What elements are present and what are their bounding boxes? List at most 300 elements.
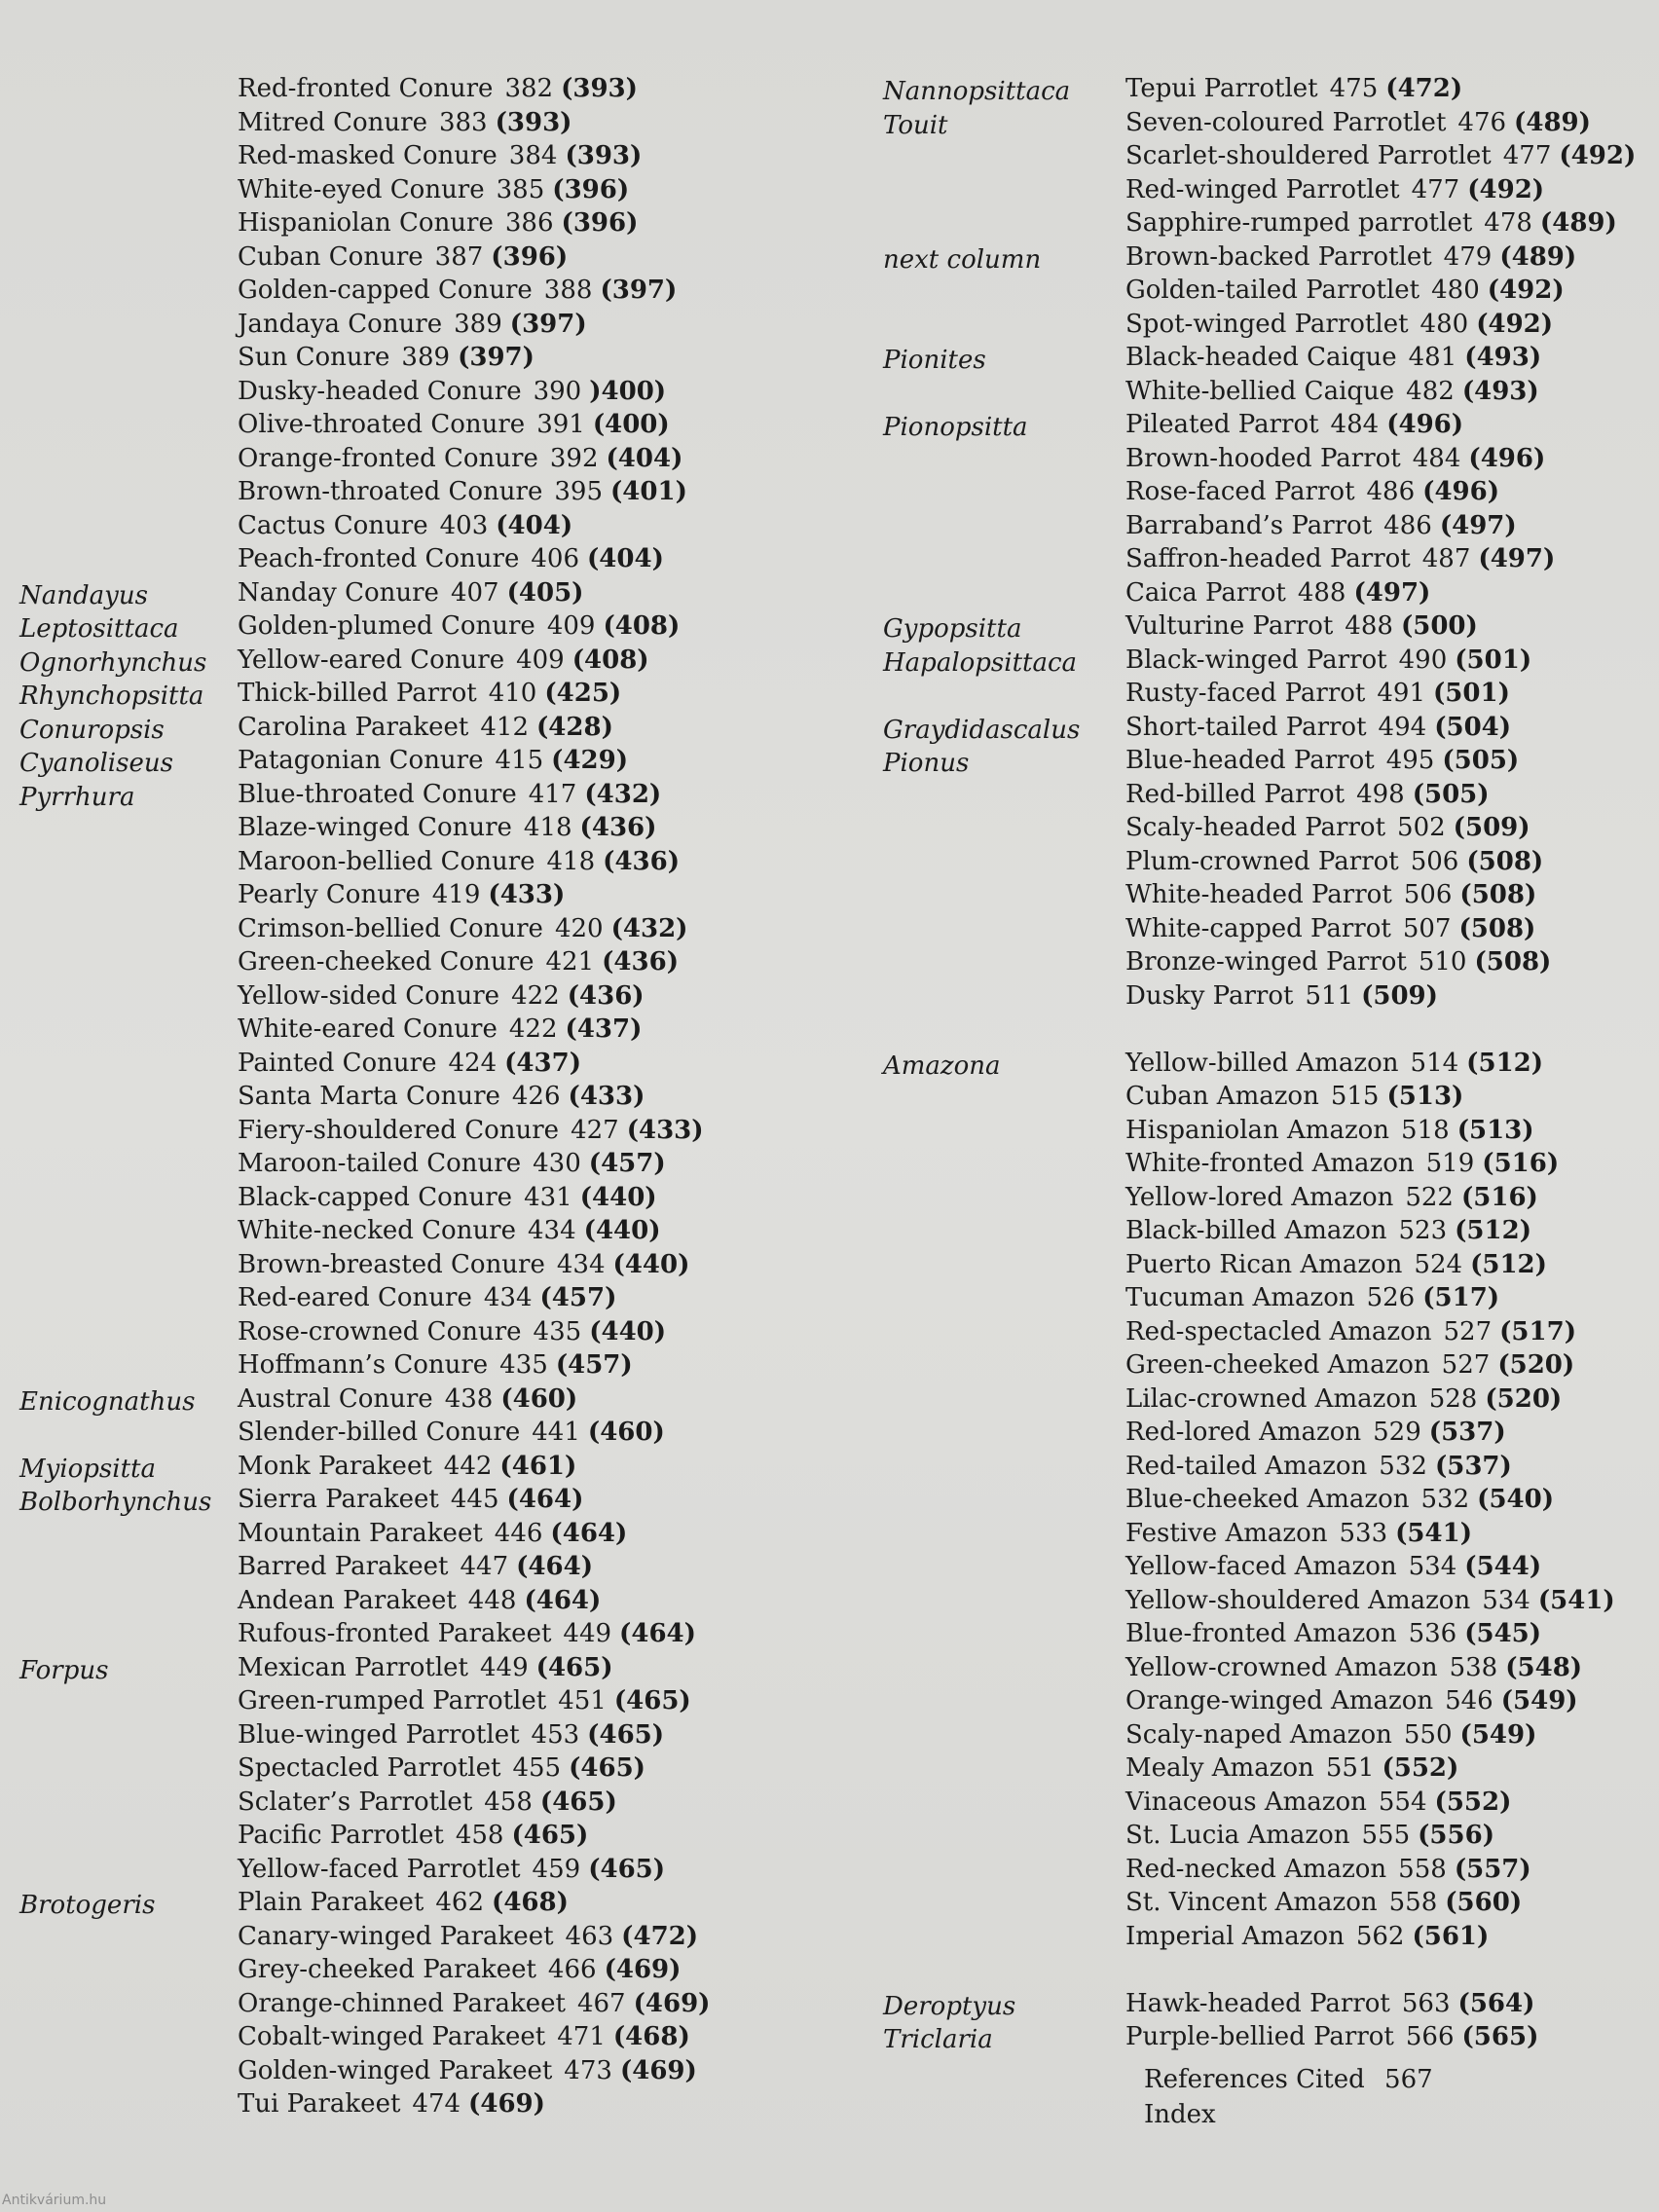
plate-number: (465) [569,1753,645,1783]
page-number: 449 [480,1652,529,1682]
page-number: 488 [1297,577,1346,608]
species-name: Seven-coloured Parrotlet [1125,107,1447,137]
page-number: 523 [1398,1216,1448,1245]
plate-number: (397) [458,343,535,372]
contents-entry [871,442,1650,476]
species-name: Festive Amazon [1125,1518,1328,1548]
species-name: Scarlet-shouldered Parrotlet [1125,141,1492,170]
plate-number: (504) [1434,712,1512,742]
genus-label: Deroptyus [883,1991,1016,2021]
species-entry [238,1617,696,1651]
contents-entry [0,475,740,509]
plate-number: (541) [1395,1518,1473,1548]
species-entry [238,1214,661,1248]
species-entry [1125,1987,1534,2021]
page-number: 519 [1425,1149,1475,1178]
plate-number: (496) [1386,410,1464,439]
contents-entry [0,1281,740,1315]
contents-entry [0,609,740,644]
species-name: Black-capped Conure [238,1182,513,1212]
genus-label: Bolborhynchus [19,1488,212,1517]
page-number: 466 [547,1955,597,1984]
contents-entry [871,1214,1650,1248]
species-entry [1125,1819,1494,1853]
page-number: 435 [499,1350,548,1380]
page-number: 478 [1484,208,1532,238]
page-number: 555 [1361,1821,1411,1850]
species-entry [238,1584,601,1618]
species-name: Pearly Conure [238,880,421,909]
species-name: Brown-hooded Parrot [1125,443,1401,473]
page-number: 538 [1449,1652,1498,1682]
page-number: 389 [454,309,502,339]
contents-entry [0,1181,740,1215]
species-entry [238,173,629,207]
species-name: Caica Parrot [1125,577,1286,608]
species-entry [238,811,656,845]
contents-entry [0,2087,740,2121]
contents-entry [871,72,1650,106]
plate-number: (501) [1455,645,1532,675]
species-entry [1125,644,1531,678]
plate-number: (460) [500,1383,578,1414]
contents-entry [871,1315,1650,1349]
plate-number: (393) [561,74,638,103]
plate-number: (509) [1453,813,1530,842]
species-entry [238,711,613,745]
index-label: Index [1144,2100,1216,2129]
species-name: Olive-throated Conure [238,410,526,439]
plate-number: (405) [506,577,584,608]
references-page: 567 [1384,2065,1433,2094]
species-name: Purple-bellied Parrot [1125,2022,1394,2051]
plate-number: )400) [589,376,667,406]
species-name: Barred Parakeet [238,1552,449,1581]
page-number: 514 [1410,1048,1459,1078]
contents-entry [0,308,740,342]
species-name: Spot-winged Parrotlet [1125,309,1409,339]
contents-entry [0,1886,740,1920]
species-entry [238,1181,657,1215]
species-entry [238,475,687,509]
species-entry [238,106,572,140]
species-entry [1125,1348,1574,1382]
plate-number: (508) [1459,880,1537,909]
species-name: Hawk-headed Parrot [1125,1988,1390,2018]
page-number: 386 [504,208,554,238]
page-number: 409 [516,645,565,675]
contents-entry [0,1584,740,1618]
page-number: 382 [504,74,554,103]
species-name: Andean Parakeet [238,1585,457,1615]
species-entry [1125,845,1543,879]
page-number: 418 [546,846,596,876]
species-name: Mountain Parakeet [238,1518,483,1548]
contents-entry [0,1047,740,1081]
species-entry [238,1281,616,1315]
species-entry [1125,576,1430,610]
page-number: 498 [1356,779,1405,809]
contents-entry [871,778,1650,812]
plate-number: (492) [1559,141,1637,170]
contents-entry [0,2054,740,2088]
page-number: 388 [543,276,593,305]
species-entry [1125,811,1530,845]
contents-entry [871,206,1650,240]
species-name: Blue-winged Parrotlet [238,1719,520,1750]
plate-number: (493) [1461,376,1539,406]
species-entry [238,1114,704,1148]
species-name: Cuban Amazon [1125,1082,1319,1111]
plate-number: (464) [550,1518,628,1548]
plate-number: (468) [492,1888,569,1917]
contents-entry [0,1651,740,1685]
page-number: 522 [1405,1182,1454,1212]
species-name: Bronze-winged Parrot [1125,947,1407,977]
plate-number: (436) [602,947,680,977]
species-name: White-fronted Amazon [1125,1149,1415,1178]
page-number: 434 [556,1249,606,1279]
contents-entry [0,173,740,207]
contents-entry [0,1786,740,1820]
contents-entry [871,576,1650,610]
page-number: 510 [1418,947,1467,977]
page-number: 391 [536,410,585,439]
page-number: 533 [1339,1518,1388,1548]
plate-number: (497) [1439,510,1517,540]
species-name: Puerto Rican Amazon [1125,1249,1403,1279]
species-entry [1125,375,1539,409]
contents-entry [871,1080,1650,1114]
contents-entry [871,609,1650,644]
species-entry [238,341,535,375]
species-entry [238,1483,583,1517]
species-entry [1125,542,1555,576]
contents-entry [0,139,740,173]
species-name: Red-necked Amazon [1125,1854,1387,1884]
contents-entry [0,1751,740,1786]
page-number: 420 [554,913,604,943]
genus-label: Conuropsis [19,715,165,745]
species-name: Rose-faced Parrot [1125,477,1355,506]
species-entry [238,912,687,946]
plate-number: (465) [613,1686,691,1715]
contents-entry [0,240,740,275]
page-number: 395 [554,477,603,506]
contents-entry [0,644,740,678]
species-name: Yellow-eared Conure [238,645,505,675]
contents-entry [871,1684,1650,1718]
plate-number: (428) [536,712,613,742]
species-name: Dusky-headed Conure [238,376,522,406]
species-name: Black-billed Amazon [1125,1216,1387,1245]
references-label: References Cited [1144,2065,1365,2094]
species-name: Rusty-faced Parrot [1125,679,1366,708]
contents-entry [871,1718,1650,1752]
species-entry [238,845,680,879]
species-name: Yellow-lored Amazon [1125,1182,1394,1212]
section-gap [871,1953,1650,1987]
species-name: Short-tailed Parrot [1125,712,1367,742]
plate-number: (508) [1458,913,1536,943]
contents-entry [871,1751,1650,1786]
plate-number: (464) [506,1485,584,1514]
species-entry [238,1382,577,1417]
species-entry [1125,509,1517,543]
contents-entry [0,1080,740,1114]
species-name: Green-cheeked Conure [238,947,535,977]
plate-number: (493) [1464,343,1542,372]
contents-entry [871,274,1650,308]
genus-label: next column [883,244,1042,275]
species-name: Blaze-winged Conure [238,813,512,842]
species-entry [1125,2020,1538,2054]
plate-number: (460) [587,1418,665,1447]
contents-entry [0,1819,740,1853]
species-entry [238,744,628,778]
plate-number: (397) [600,276,678,305]
page-number: 479 [1443,241,1493,272]
species-name: St. Lucia Amazon [1125,1821,1350,1850]
species-entry [1125,1315,1576,1349]
page-number: 475 [1329,74,1379,103]
species-name: Vulturine Parrot [1125,611,1334,641]
species-name: White-necked Conure [238,1216,516,1245]
contents-entry [871,945,1650,979]
contents-entry [0,811,740,845]
genus-label: Rhynchopsitta [19,682,204,711]
species-entry [238,1751,645,1786]
species-entry [238,72,638,106]
plate-number: (400) [592,410,670,439]
species-entry [1125,1114,1534,1148]
page-number: 409 [546,611,596,641]
species-name: Orange-winged Amazon [1125,1686,1434,1715]
plate-number: (541) [1537,1585,1615,1615]
contents-entry [0,677,740,711]
species-name: Plum-crowned Parrot [1125,846,1399,876]
plate-number: (465) [539,1787,617,1817]
right-contents-column [871,72,1650,2054]
plate-number: (520) [1485,1383,1563,1414]
species-name: Red-tailed Amazon [1125,1451,1368,1481]
species-entry [238,1718,664,1752]
species-entry [238,878,565,912]
genus-label: Nannopsittaca [883,77,1071,106]
species-name: Hispaniolan Conure [238,208,494,238]
contents-entry [871,1517,1650,1551]
species-name: Mitred Conure [238,107,427,137]
plate-number: (464) [524,1585,602,1615]
genus-label: Gypopsitta [883,614,1022,644]
page-number: 389 [401,343,451,372]
contents-entry [871,341,1650,375]
contents-entry [871,1987,1650,2021]
page-number: 476 [1457,107,1507,137]
genus-label: Amazona [883,1051,1001,1081]
plate-number: (497) [1478,544,1556,573]
plate-number: (545) [1464,1619,1542,1648]
genus-label: Myiopsitta [19,1454,156,1484]
genus-label: Pionopsitta [883,413,1028,442]
plate-number: (489) [1499,241,1577,272]
plate-number: (516) [1460,1182,1538,1212]
genus-label: Pyrrhura [19,782,135,812]
species-entry [238,1550,593,1584]
species-name: Painted Conure [238,1048,437,1078]
species-name: Tepui Parrotlet [1125,74,1318,103]
left-contents-column [0,72,740,2121]
page-number: 384 [508,141,558,170]
species-name: Maroon-bellied Conure [238,846,535,876]
species-name: Green-rumped Parrotlet [238,1686,547,1715]
plate-number: (404) [496,510,573,540]
species-name: Blue-fronted Amazon [1125,1619,1397,1648]
contents-entry [0,1114,740,1148]
species-name: Golden-tailed Parrotlet [1125,276,1420,305]
contents-entry [871,1853,1650,1887]
species-entry [1125,408,1463,442]
species-entry [238,542,664,576]
page-number: 506 [1410,846,1459,876]
plate-number: (552) [1434,1787,1512,1817]
page-number: 418 [523,813,572,842]
page-number: 419 [431,880,481,909]
genus-label: Nandayus [19,580,148,610]
species-entry [1125,1080,1463,1114]
plate-number: (436) [579,813,657,842]
species-name: Imperial Amazon [1125,1921,1345,1951]
page-number: 481 [1408,343,1457,372]
page-number: 426 [511,1082,561,1111]
plate-number: (457) [555,1350,633,1380]
species-name: Spectacled Parrotlet [238,1753,501,1783]
species-name: Fiery-shouldered Conure [238,1115,560,1145]
species-entry [1125,1147,1559,1181]
species-name: Cobalt-winged Parakeet [238,2022,546,2051]
page-number: 534 [1482,1585,1530,1615]
contents-entry [871,1281,1650,1315]
page-number: 486 [1383,510,1432,540]
contents-entry [0,1953,740,1987]
species-entry [238,1416,665,1450]
plate-number: (464) [516,1552,594,1581]
species-name: Rufous-fronted Parakeet [238,1619,552,1648]
contents-entry [0,1013,740,1047]
page-number: 487 [1421,544,1471,573]
species-entry [238,240,568,275]
page-number: 527 [1441,1350,1491,1380]
plate-number: (500) [1400,611,1478,641]
contents-entry [0,1450,740,1484]
plate-number: (496) [1422,477,1500,506]
contents-entry [871,711,1650,745]
plate-number: (393) [565,141,643,170]
contents-entry [0,711,740,745]
species-entry [238,1348,633,1382]
plate-number: (537) [1434,1451,1512,1481]
page-number: 445 [450,1485,499,1514]
species-name: Vinaceous Amazon [1125,1787,1367,1817]
plate-number: (425) [544,679,622,708]
contents-entry [871,811,1650,845]
contents-entry [0,375,740,409]
plate-number: (557) [1454,1854,1531,1884]
species-entry [238,1450,576,1484]
contents-entry [0,744,740,778]
species-name: Scaly-headed Parrot [1125,813,1386,842]
species-name: Yellow-crowned Amazon [1125,1652,1438,1682]
plate-number: (501) [1433,679,1510,708]
species-entry [238,274,677,308]
species-entry [238,2020,690,2054]
species-name: Yellow-sided Conure [238,980,500,1011]
page-number: 441 [532,1418,580,1447]
species-entry [1125,308,1553,342]
plate-number: (492) [1476,309,1554,339]
species-entry [238,2054,697,2088]
genus-label: Leptosittaca [19,614,179,644]
species-entry [238,609,680,644]
page-number: 566 [1405,2022,1455,2051]
species-entry [1125,1718,1536,1752]
species-entry [1125,1214,1531,1248]
contents-entry [871,240,1650,275]
contents-entry [0,1853,740,1887]
plate-number: (561) [1412,1921,1490,1951]
species-name: Cuban Conure [238,241,424,272]
species-name: Brown-backed Parrotlet [1125,241,1432,272]
species-name: Sierra Parakeet [238,1485,439,1514]
species-name: Maroon-tailed Conure [238,1149,522,1178]
contents-entry [0,542,740,576]
plate-number: (512) [1466,1048,1544,1078]
page-number: 502 [1397,813,1446,842]
page-number: 490 [1398,645,1448,675]
species-name: Pileated Parrot [1125,410,1319,439]
page-number: 459 [532,1854,581,1884]
species-name: Red-fronted Conure [238,74,494,103]
plate-number: (468) [612,2022,690,2051]
species-name: Austral Conure [238,1383,433,1414]
species-entry [1125,442,1545,476]
plate-number: (465) [588,1854,666,1884]
contents-entry [871,173,1650,207]
species-name: Black-headed Caique [1125,343,1397,372]
species-entry [1125,1584,1615,1618]
plate-number: (393) [495,107,572,137]
contents-entry [0,1987,740,2021]
species-entry [1125,341,1541,375]
plate-number: (401) [610,477,687,506]
page-number: 383 [438,107,488,137]
species-name: Cactus Conure [238,510,428,540]
page-number: 488 [1345,611,1393,641]
section-gap [871,1013,1650,1047]
species-name: Blue-cheeked Amazon [1125,1485,1410,1514]
contents-entry [0,1248,740,1282]
contents-entry [0,206,740,240]
contents-entry [0,274,740,308]
page-number: 484 [1330,410,1380,439]
species-entry [1125,173,1544,207]
page-number: 427 [571,1115,619,1145]
plate-number: (396) [561,208,639,238]
species-name: White-capped Parrot [1125,913,1391,943]
contents-entry [0,1718,740,1752]
genus-label: Brotogeris [19,1891,156,1920]
species-entry [1125,1517,1472,1551]
